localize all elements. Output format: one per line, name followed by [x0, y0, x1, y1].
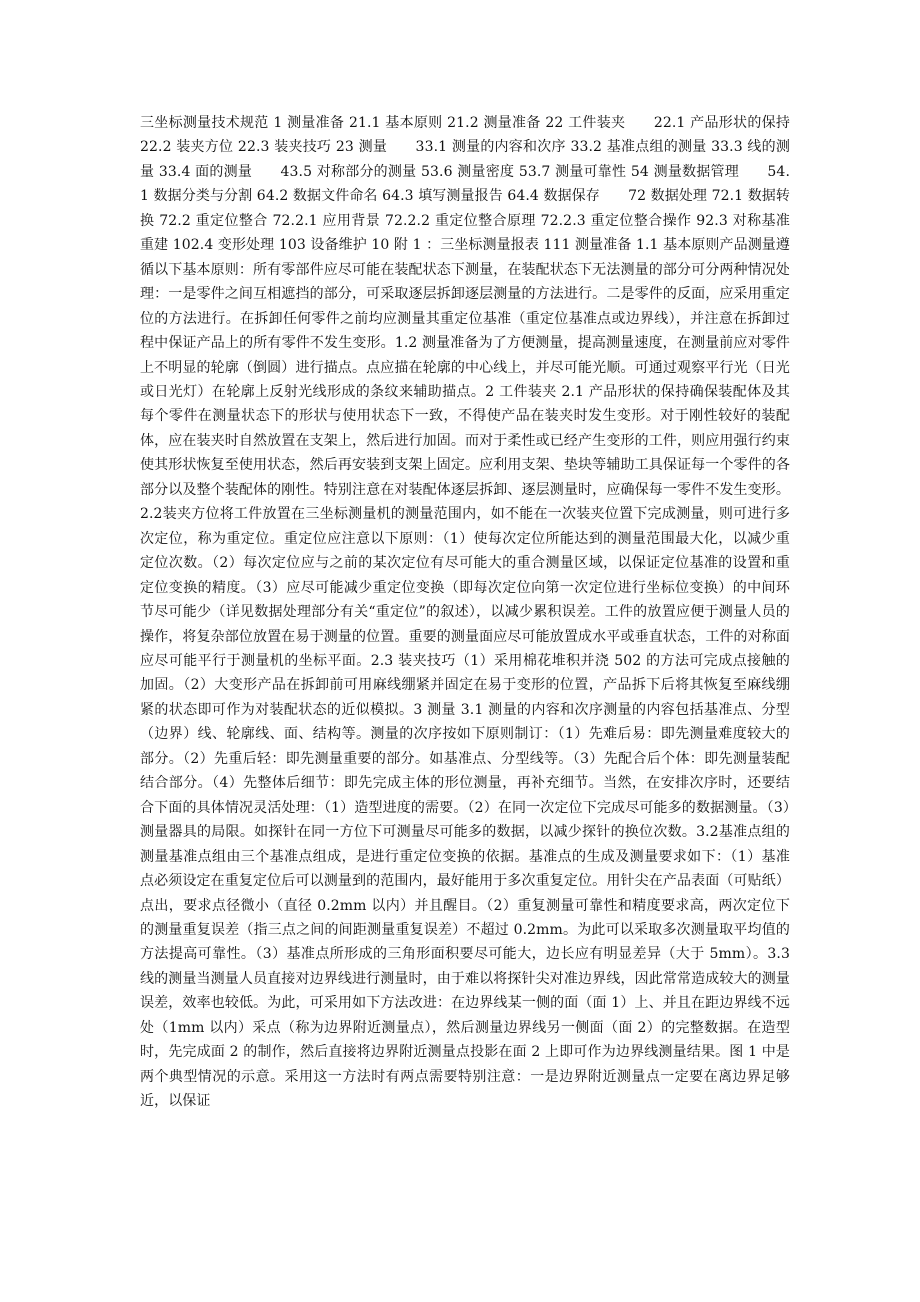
document-body-text: 三坐标测量技术规范 1 测量准备 21.1 基本原则 21.2 测量准备 22 工件装夹 22.1 产品形状的保持 22.2 装夹方位 22.3 装夹技巧 23 测量 33.1 测量的内容和次序 33.2 基准点组的测量 33.3 线的测量 33.4 面的测量 43.5 对称部分的测量 53.6 测量密度 53.7 测量可靠性 54 测量数据管理 54.1 数据分类与分割 64.2 数据文件命名 64.3 填写测量报告 64.4 数据保存 72 数据处理 72.1 数据转换 72.2 重定位整合 72.2.1 应用背景 72.2.2 重定位整合原理 72.2.3 重定位整合操作 92.3 对称基准重建 102.4 变形处理 103 设备维护 10 附 1 ：三坐标测量报表 111 测量准备 1.1 基本原则产品测量遵循以下基本原则：所有零部件应尽可能在装配状态下测量，在装配状态下无法测量的部分可分两种情况处理：一是零件之间互相遮挡的部分，可采取逐层拆卸逐层测量的方法进行。二是零件的反面，应采用重定位的方法进行。在拆卸任何零件之前均应测量其重定位基准（重定位基准点或边界线），并注意在拆卸过程中保证产品上的所有零件不发生变形。1.2 测量准备为了方便测量，提高测量速度，在测量前应对零件上不明显的轮廓（倒圆）进行描点。点应描在轮廓的中心线上，并尽可能光顺。可通过观察平行光（日光或日光灯）在轮廓上反射光线形成的条纹来辅助描点。2 工件装夹 2.1 产品形状的保持确保装配体及其每个零件在测量状态下的形状与使用状态下一致，不得使产品在装夹时发生变形。对于刚性较好的装配体，应在装夹时自然放置在支架上，然后进行加固。而对于柔性或已经产生变形的工件，则应用强行约束使其形状恢复至使用状态，然后再安装到支架上固定。应利用支架、垫块等辅助工具保证每一个零件的各部分以及整个装配体的刚性。特别注意在对装配体逐层拆卸、逐层测量时，应确保每一零件不发生变形。2.2装夹方位将工件放置在三坐标测量机的测量范围内，如不能在一次装夹位置下完成测量，则可进行多次定位，称为重定位。重定位应注意以下原则：（1）使每次定位所能达到的测量范围最大化，以减少重定位次数。（2）每次定位应与之前的某次定位有尽可能大的重合测量区域，以保证定位基准的设置和重定位变换的精度。（3）应尽可能减少重定位变换（即每次定位向第一次定位进行坐标位变换）的中间环节尽可能少（详见数据处理部分有关“重定位”的叙述），以减少累积误差。工件的放置应便于测量人员的操作，将复杂部位放置在易于测量的位置。重要的测量面应尽可能放置成水平或垂直状态，工件的对称面应尽可能平行于测量机的坐标平面。2.3 装夹技巧（1）采用棉花堆积并浇 502 的方法可完成点接触的加固。（2）大变形产品在拆卸前可用麻线绷紧并固定在易于变形的位置，产品拆下后将其恢复至麻线绷紧的状态即可作为对装配状态的近似模拟。3 测量 3.1 测量的内容和次序测量的内容包括基准点、分型（边界）线、轮廓线、面、结构等。测量的次序按如下原则制订：（1）先难后易：即先测量难度较大的部分。（2）先重后轻：即先测量重要的部分。如基准点、分型线等。（3）先配合后个体：即先测量装配结合部分。（4）先整体后细节：即先完成主体的形位测量，再补充细节。当然，在安排次序时，还要结合下面的具体情况灵活处理：（1）造型进度的需要。（2）在同一次定位下完成尽可能多的数据测量。（3）测量器具的局限。如探针在同一方位下可测量尽可能多的数据，以减少探针的换位次数。3.2基准点组的测量基准点组由三个基准点组成，是进行重定位变换的依据。基准点的生成及测量要求如下：（1）基准点必须设定在重复定位后可以测量到的范围内，最好能用于多次重复定位。用针尖在产品表面（可贴纸）点出，要求点径微小（直径 0.2mm 以内）并且醒目。（2）重复测量可靠性和精度要求高，两次定位下的测量重复误差（指三点之间的间距测量重复误差）不超过 0.2mm。为此可以采取多次测量取平均值的方法提高可靠性。（3）基准点所形成的三角形面积要尽可能大，边长应有明显差异（大于 5mm）。3.3 线的测量当测量人员直接对边界线进行测量时，由于难以将探针尖对准边界线，因此常常造成较大的测量误差，效率也较低。为此，可采用如下方法改进：在边界线某一侧的面（面 1）上、并且在距边界线不远处（1mm 以内）采点（称为边界附近测量点），然后测量边界线另一侧面（面 2）的完整数据。在造型时，先完成面 2 的制作，然后直接将边界附近测量点投影在面 2 上即可作为边界线测量结果。图 1 中是两个典型情况的示意。采用这一方法时有两点需要特别注意：一是边界附近测量点一定要在离边界足够近，以保证 [140, 115, 791, 1110]
